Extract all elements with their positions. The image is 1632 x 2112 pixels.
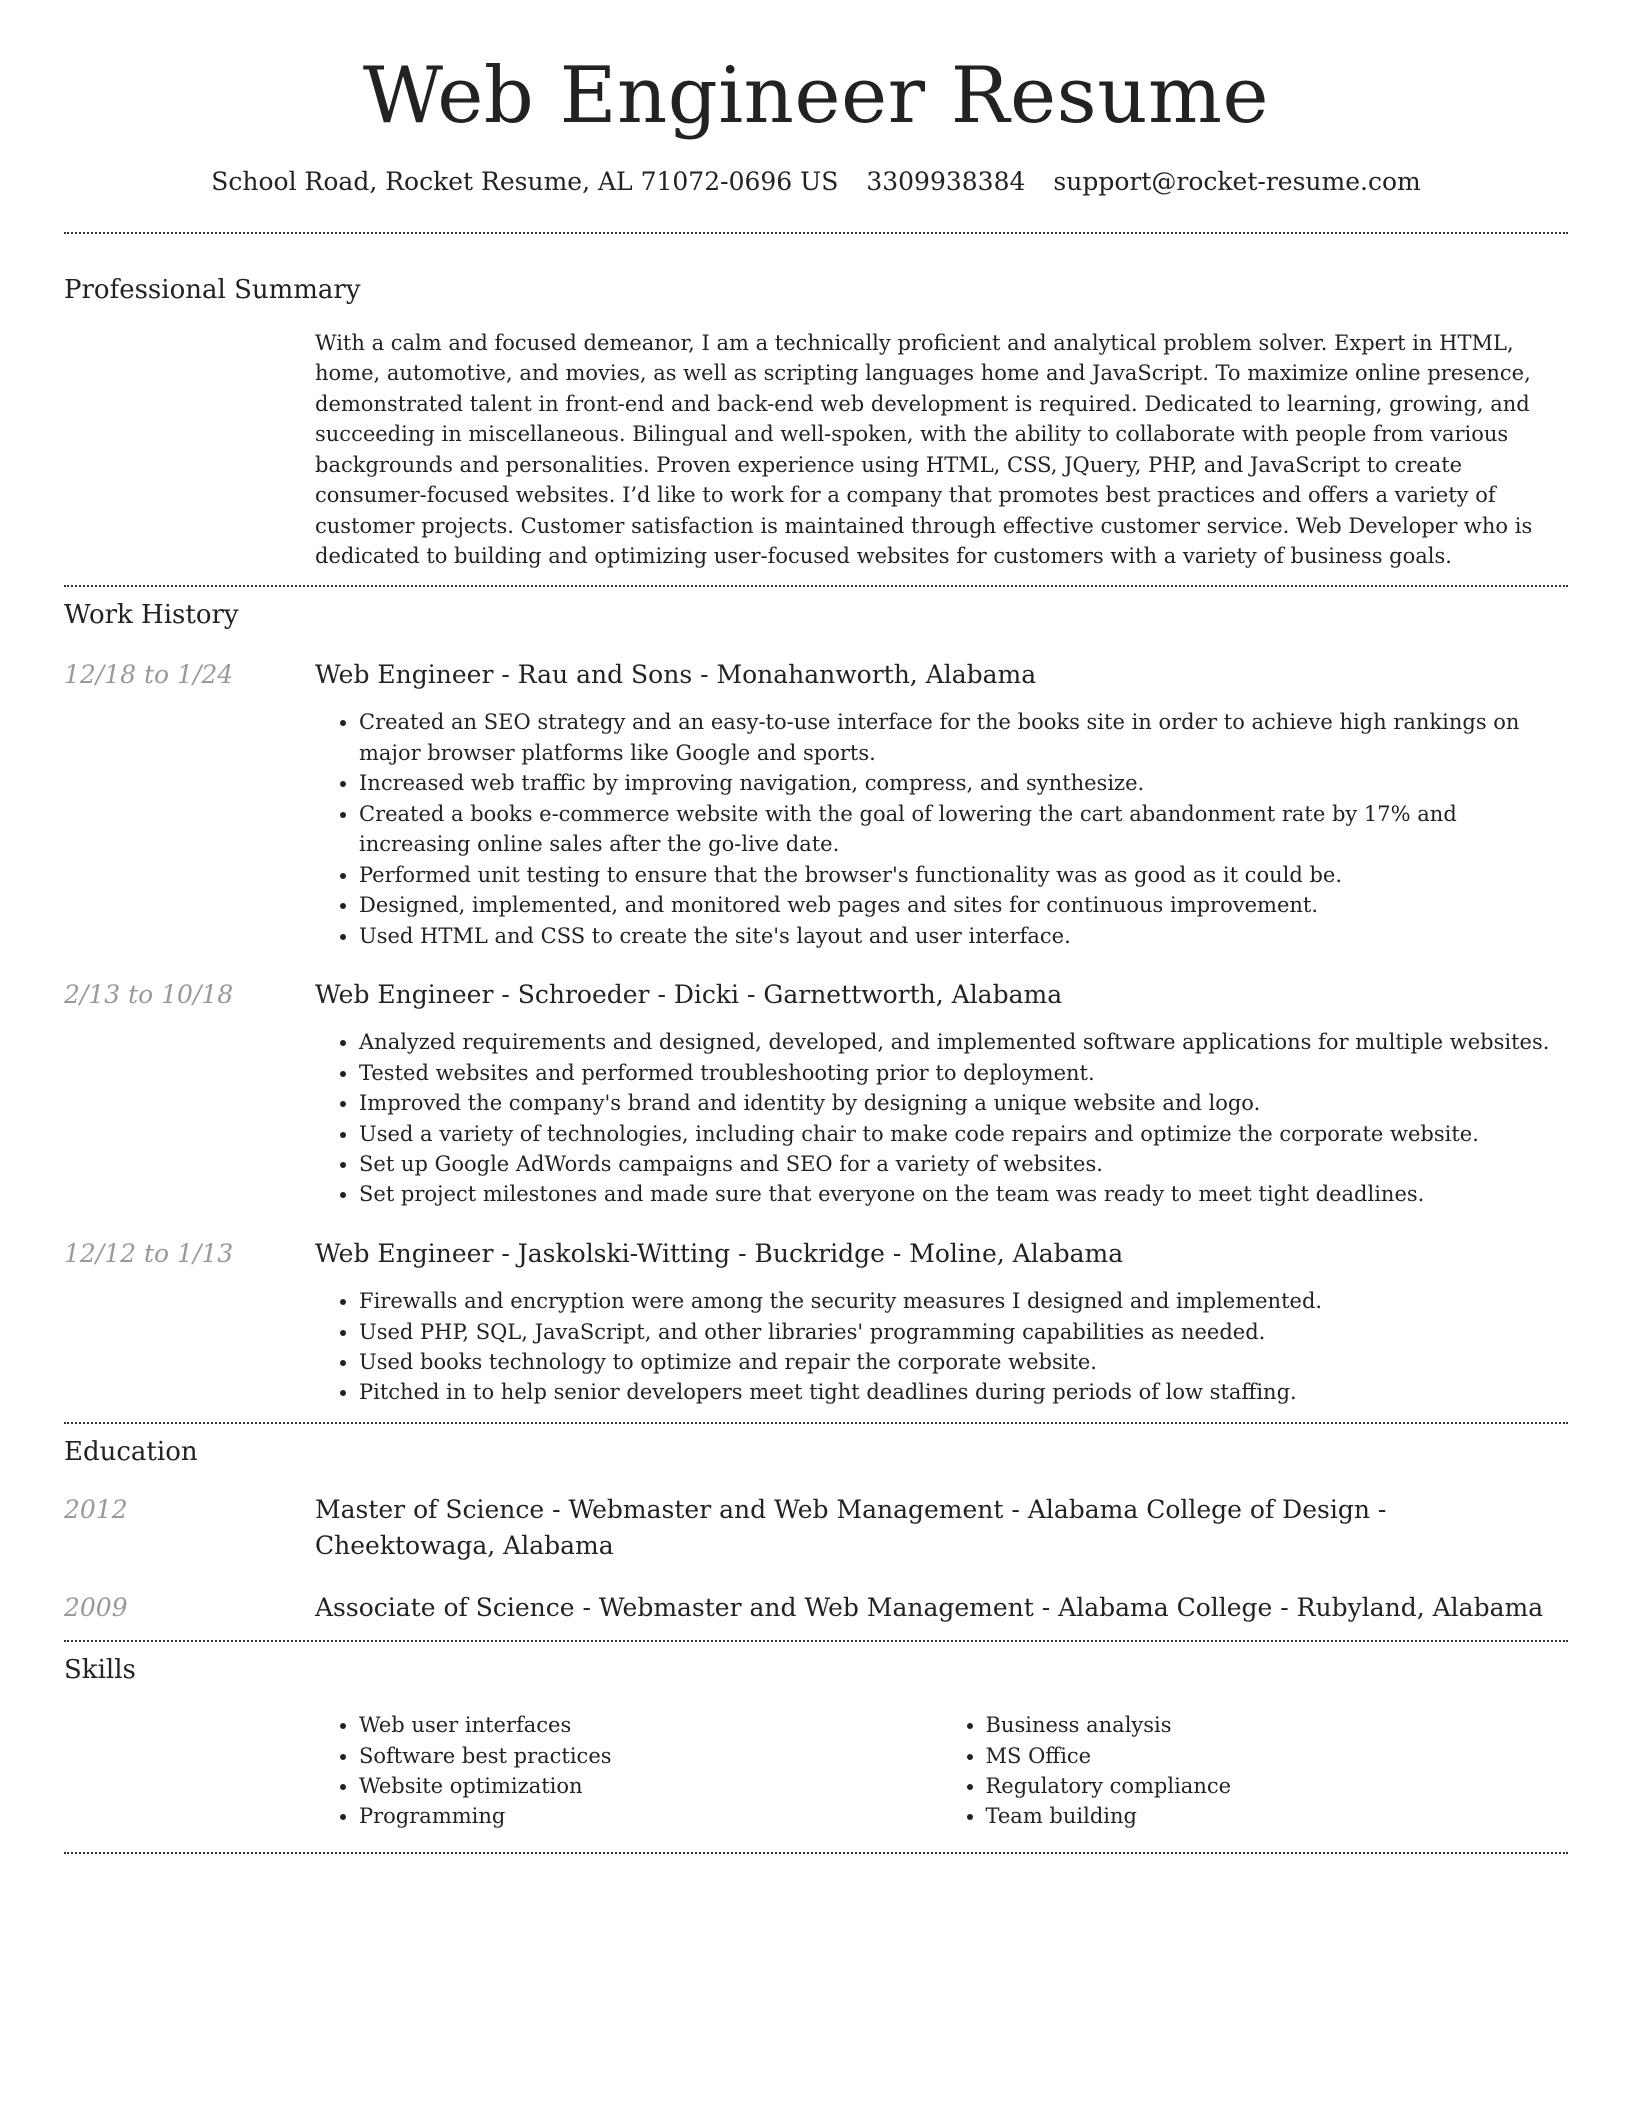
section-divider	[64, 232, 1568, 234]
education-section	[64, 1436, 1568, 1627]
education-entry	[64, 1492, 1568, 1565]
skills-list-left	[315, 1710, 942, 1832]
contact-line	[64, 166, 1568, 199]
section-heading-summary: Professional Summary	[64, 275, 361, 306]
list-item: • Created an SEO strategy and an easy-to-use interface for the books site in order to achieve high rankings on major browser platforms like Google and sports.	[359, 707, 1568, 768]
list-item: • Set project milestones and made sure that everyone on the team was ready to meet tight deadlines.	[359, 1179, 1568, 1209]
job-entry	[64, 1236, 1568, 1408]
job-title: Web Engineer - Rau and Sons - Monahanworth, Alabama	[315, 660, 1037, 690]
list-item: • Used HTML and CSS to create the site's layout and user interface.	[359, 921, 1568, 951]
list-item: • Performed unit testing to ensure that the browser's functionality was as good as it could be.	[359, 860, 1568, 890]
list-item: • Web user interfaces	[359, 1710, 942, 1740]
list-item: • Programming	[359, 1801, 942, 1831]
skills-list-right	[942, 1710, 1569, 1832]
list-item: • Regulatory compliance	[986, 1771, 1569, 1801]
list-item: • Set up Google AdWords campaigns and SEO for a variety of websites.	[359, 1149, 1568, 1179]
education-year: 2012	[64, 1494, 128, 1524]
list-item: • Created a books e-commerce website with the goal of lowering the cart abandonment rate by 17% and increasing online sales after the go-live date.	[359, 799, 1568, 860]
phone: 3309938384	[866, 166, 1026, 196]
job-dates: 12/18 to 1/24	[64, 660, 234, 690]
job-dates: 12/12 to 1/13	[64, 1238, 234, 1268]
education-title	[315, 1492, 1568, 1565]
section-divider	[64, 1852, 1568, 1854]
school: - Alabama College of Design - Cheektowaga, Alabama	[315, 1494, 1387, 1560]
education-title	[315, 1590, 1568, 1626]
section-heading-work: Work History	[64, 600, 239, 631]
job-title: Web Engineer - Schroeder - Dicki - Garnettworth, Alabama	[315, 979, 1063, 1009]
email: support@rocket-resume.com	[1053, 166, 1421, 196]
list-item: • Firewalls and encryption were among the security measures I designed and implemented.	[359, 1286, 1568, 1316]
resume-page	[64, 0, 1568, 1854]
list-item: • Used PHP, SQL, JavaScript, and other libraries' programming capabilities as needed.	[359, 1317, 1568, 1347]
education-year: 2009	[64, 1593, 128, 1623]
school: - Alabama College - Rubyland, Alabama	[1033, 1593, 1544, 1623]
list-item: • Analyzed requirements and designed, developed, and implemented software applications for multiple websites.	[359, 1027, 1568, 1057]
job-bullets	[315, 1286, 1568, 1408]
job-entry	[64, 977, 1568, 1210]
list-item: • Designed, implemented, and monitored web pages and sites for continuous improvement.	[359, 890, 1568, 920]
section-divider	[64, 1422, 1568, 1424]
section-heading-skills: Skills	[64, 1655, 136, 1686]
job-entry	[64, 657, 1568, 951]
section-divider	[64, 585, 1568, 587]
degree: Master of Science - Webmaster and Web Management	[315, 1494, 1004, 1524]
job-bullets	[315, 1027, 1568, 1210]
address: School Road, Rocket Resume, AL 71072-0696 US	[211, 166, 839, 196]
list-item: • Software best practices	[359, 1741, 942, 1771]
job-dates: 2/13 to 10/18	[64, 979, 234, 1009]
skills-row	[64, 1710, 1568, 1832]
list-item: • Website optimization	[359, 1771, 942, 1801]
degree: Associate of Science - Webmaster and Web Management	[315, 1593, 1034, 1623]
list-item: • MS Office	[986, 1741, 1569, 1771]
list-item: • Improved the company's brand and identity by designing a unique website and logo.	[359, 1088, 1568, 1118]
list-item: • Pitched in to help senior developers meet tight deadlines during periods of low staffing.	[359, 1377, 1568, 1407]
resume-title: Web Engineer Resume	[362, 51, 1270, 141]
list-item: • Team building	[986, 1801, 1569, 1831]
summary-row	[64, 328, 1568, 572]
list-item: • Used a variety of technologies, including chair to make code repairs and optimize the corporate website.	[359, 1119, 1568, 1149]
work-section	[64, 599, 1568, 1407]
list-item: • Increased web traffic by improving navigation, compress, and synthesize.	[359, 768, 1568, 798]
list-item: • Used books technology to optimize and repair the corporate website.	[359, 1347, 1568, 1377]
section-divider	[64, 1640, 1568, 1642]
summary-text: With a calm and focused demeanor, I am a technically proficient and analytical problem solver. Expert in HTML, home, automotive, and movies, as well as scripting languages home and JavaScript. To maximize online presence, demonstrated talent in front-end and back-end web development is required. Dedicated to learning, growing, and succeeding in miscellaneous. Bilingual and well-spoken, with the ability to collaborate with people from various backgrounds and personalities. Proven experience using HTML, CSS, JQuery, PHP, and JavaScript to create consumer-focused websites. I’d like to work for a company that promotes best practices and offers a variety of customer projects. Customer satisfaction is maintained through effective customer service. Web Developer who is dedicated to building and optimizing user-focused websites for customers with a variety of business goals.	[315, 330, 1533, 568]
list-item: • Business analysis	[986, 1710, 1569, 1740]
summary-section	[64, 274, 1568, 571]
skills-section	[64, 1654, 1568, 1832]
list-item: • Tested websites and performed troubleshooting prior to deployment.	[359, 1058, 1568, 1088]
education-entry	[64, 1590, 1568, 1626]
skills-columns	[315, 1710, 1568, 1832]
section-heading-education: Education	[64, 1436, 198, 1467]
job-title: Web Engineer - Jaskolski-Witting - Buckridge - Moline, Alabama	[315, 1238, 1124, 1268]
job-bullets	[315, 707, 1568, 951]
